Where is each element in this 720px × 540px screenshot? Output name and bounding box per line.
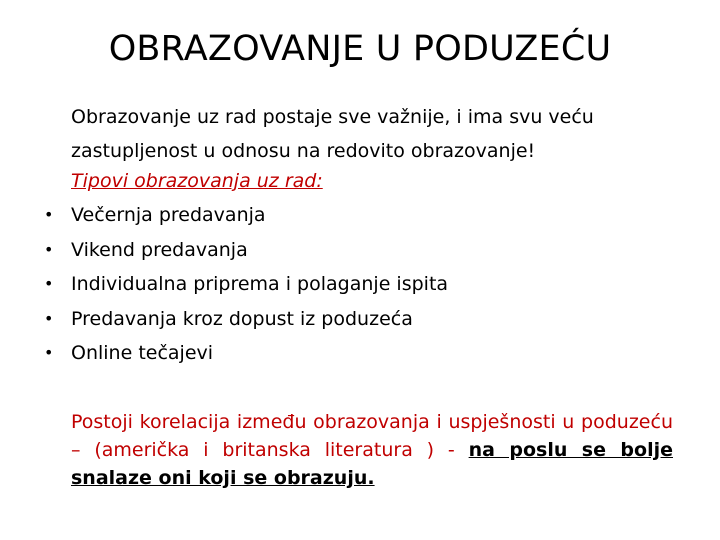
bullet-icon: •	[44, 239, 54, 259]
slide-title: OBRAZOVANJE U PODUZEĆU	[108, 29, 612, 69]
bullet-text: Individualna priprema i polaganje ispita	[71, 273, 449, 295]
intro-line-1: Obrazovanje uz rad postaje sve važnije, i ima svu veću	[71, 106, 594, 128]
conclusion-emphasis: na poslu se bolje snalaze oni koji se obrazuju.	[71, 439, 673, 489]
bullet-text: Večernja predavanja	[71, 204, 266, 226]
bullet-icon: •	[44, 205, 54, 224]
bullet-list	[0, 198, 720, 371]
bullet-icon: •	[44, 308, 54, 328]
bullet-text: Vikend predavanja	[71, 238, 248, 261]
intro-line-2: zastupljenost u odnosu na redovito obrazovanje!	[71, 140, 536, 162]
list-item	[0, 267, 720, 302]
list-item	[0, 198, 720, 233]
intro-paragraph	[71, 100, 651, 168]
bullet-icon: •	[44, 343, 54, 362]
conclusion-paragraph	[71, 408, 673, 492]
bullet-text: Online tečajevi	[71, 342, 214, 364]
list-item	[0, 233, 720, 268]
list-item	[0, 302, 720, 337]
types-heading: Tipovi obrazovanja uz rad:	[71, 170, 323, 192]
bullet-text: Predavanja kroz dopust iz poduzeća	[71, 307, 413, 330]
list-item	[0, 336, 720, 371]
bullet-icon: •	[44, 274, 54, 293]
conclusion-text: Postoji korelacija između obrazovanja i uspješnosti u poduzeću – (američka i britanska literatura ) -	[71, 411, 673, 461]
